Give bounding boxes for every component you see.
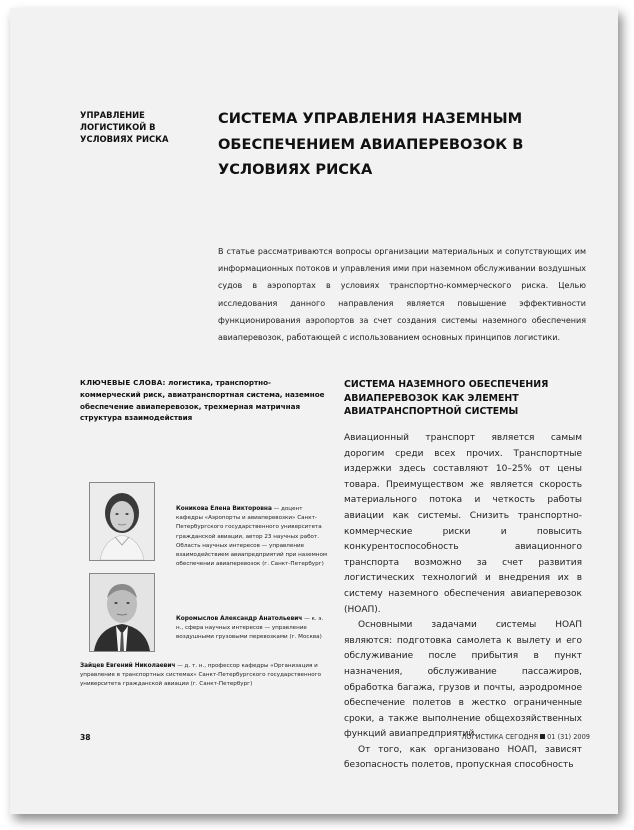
article-abstract: В статье рассматриваются вопросы организации материальных и сопутствующих им информационных потоков и управления ими при наземном обслуживании воздушных судов в аэропортах в условиях транспортно-коммерческого риска. Целью исследования данного направления является повышение эффективности функционирования аэропортов за счет создания системы наземного обеспечения авиаперевозок, работающей с использованием основных принципов логистики. [218,247,586,343]
section-heading: СИСТЕМА НАЗЕМНОГО ОБЕСПЕЧЕНИЯ АВИАПЕРЕВОЗОК КАК ЭЛЕМЕНТ АВИАТРАНСПОРТНОЙ СИСТЕМЫ [344,379,549,417]
author-bio-1 [176,505,328,569]
square-separator-icon [540,734,545,739]
author-bio-3 [80,662,330,690]
journal-name: ЛОГИСТИКА СЕГОДНЯ [461,733,539,741]
author-name-2: Коромыслов Александр Анатольевич [176,616,303,622]
author-photo-man-icon [89,573,155,652]
section-label: УПРАВЛЕНИЕ ЛОГИСТИКОЙ В УСЛОВИЯХ РИСКА [80,110,169,144]
author-photo-woman-icon [89,482,155,561]
author-bio-2 [176,615,328,643]
author-info-2: — к. э. н., сфера научных интересов — управление воздушными грузовыми перевозками (г. Москва) [176,616,324,641]
article-body [344,431,582,774]
article-title: СИСТЕМА УПРАВЛЕНИЯ НАЗЕМНЫМ ОБЕСПЕЧЕНИЕМ АВИАПЕРЕВОЗОК В УСЛОВИЯХ РИСКА [218,110,524,178]
page-number: 38 [80,733,91,742]
author-name-1: Коникова Елена Викторовна [176,506,272,512]
body-paragraph-1: Авиационный транспорт является самым дорогим среди всех прочих. Транспортные издержки здесь составляют 10–25% от цены товара. Преимуществом же является скорость материального потока и четкость работы авиации как системы. Снизить транспортно-коммерческие риски и повысить конкурентоспособность авиационного транспорта возможно за счет развития логистических технологий и внедрения их в систему наземного обеспечения авиаперевозок (НОАП). [344,433,582,615]
author-info-1: — доцент кафедры «Аэропорты и авиаперевозки» Санкт-Петербургского государственного университета гражданской авиации, автор 23 научных работ. Область научных интересов — управление взаимодействием авиапредприятий при наземном обеспечении авиаперевозок (г. Санкт-Петербург) [176,506,328,568]
author-info-3: — д. т. н., профессор кафедры «Организация и управление в транспортных системах» Санкт-Петербургского государственного университета гражданской авиации (г. Санкт-Петербург) [80,663,322,688]
journal-issue: 01 (31) 2009 [547,733,590,741]
keywords-block [80,377,330,424]
keywords-text: логистика, транспортно-коммерческий риск, авиатранспортная система, наземное обеспечение авиаперевозок, трехмерная матричная структура взаимодействия [80,378,325,423]
journal-footer [461,733,590,741]
body-paragraph-2: Основными задачами системы НОАП являются: подготовка самолета к вылету и его обслуживание после прибытия в пункт назначения, обслуживание пассажиров, обработка багажа, грузов и почты, аэродромное обеспечение полетов в жестко ограниченные сроки, а также выполнение общехозяйственных функций авиапредприятий. [344,620,582,740]
body-paragraph-3: От того, как организовано НОАП, зависят безопасность полетов, пропускная способность [344,744,582,771]
author-name-3: Зайцев Евгений Николаевич [80,663,176,669]
keywords-label: КЛЮЧЕВЫЕ СЛОВА: [80,378,166,387]
